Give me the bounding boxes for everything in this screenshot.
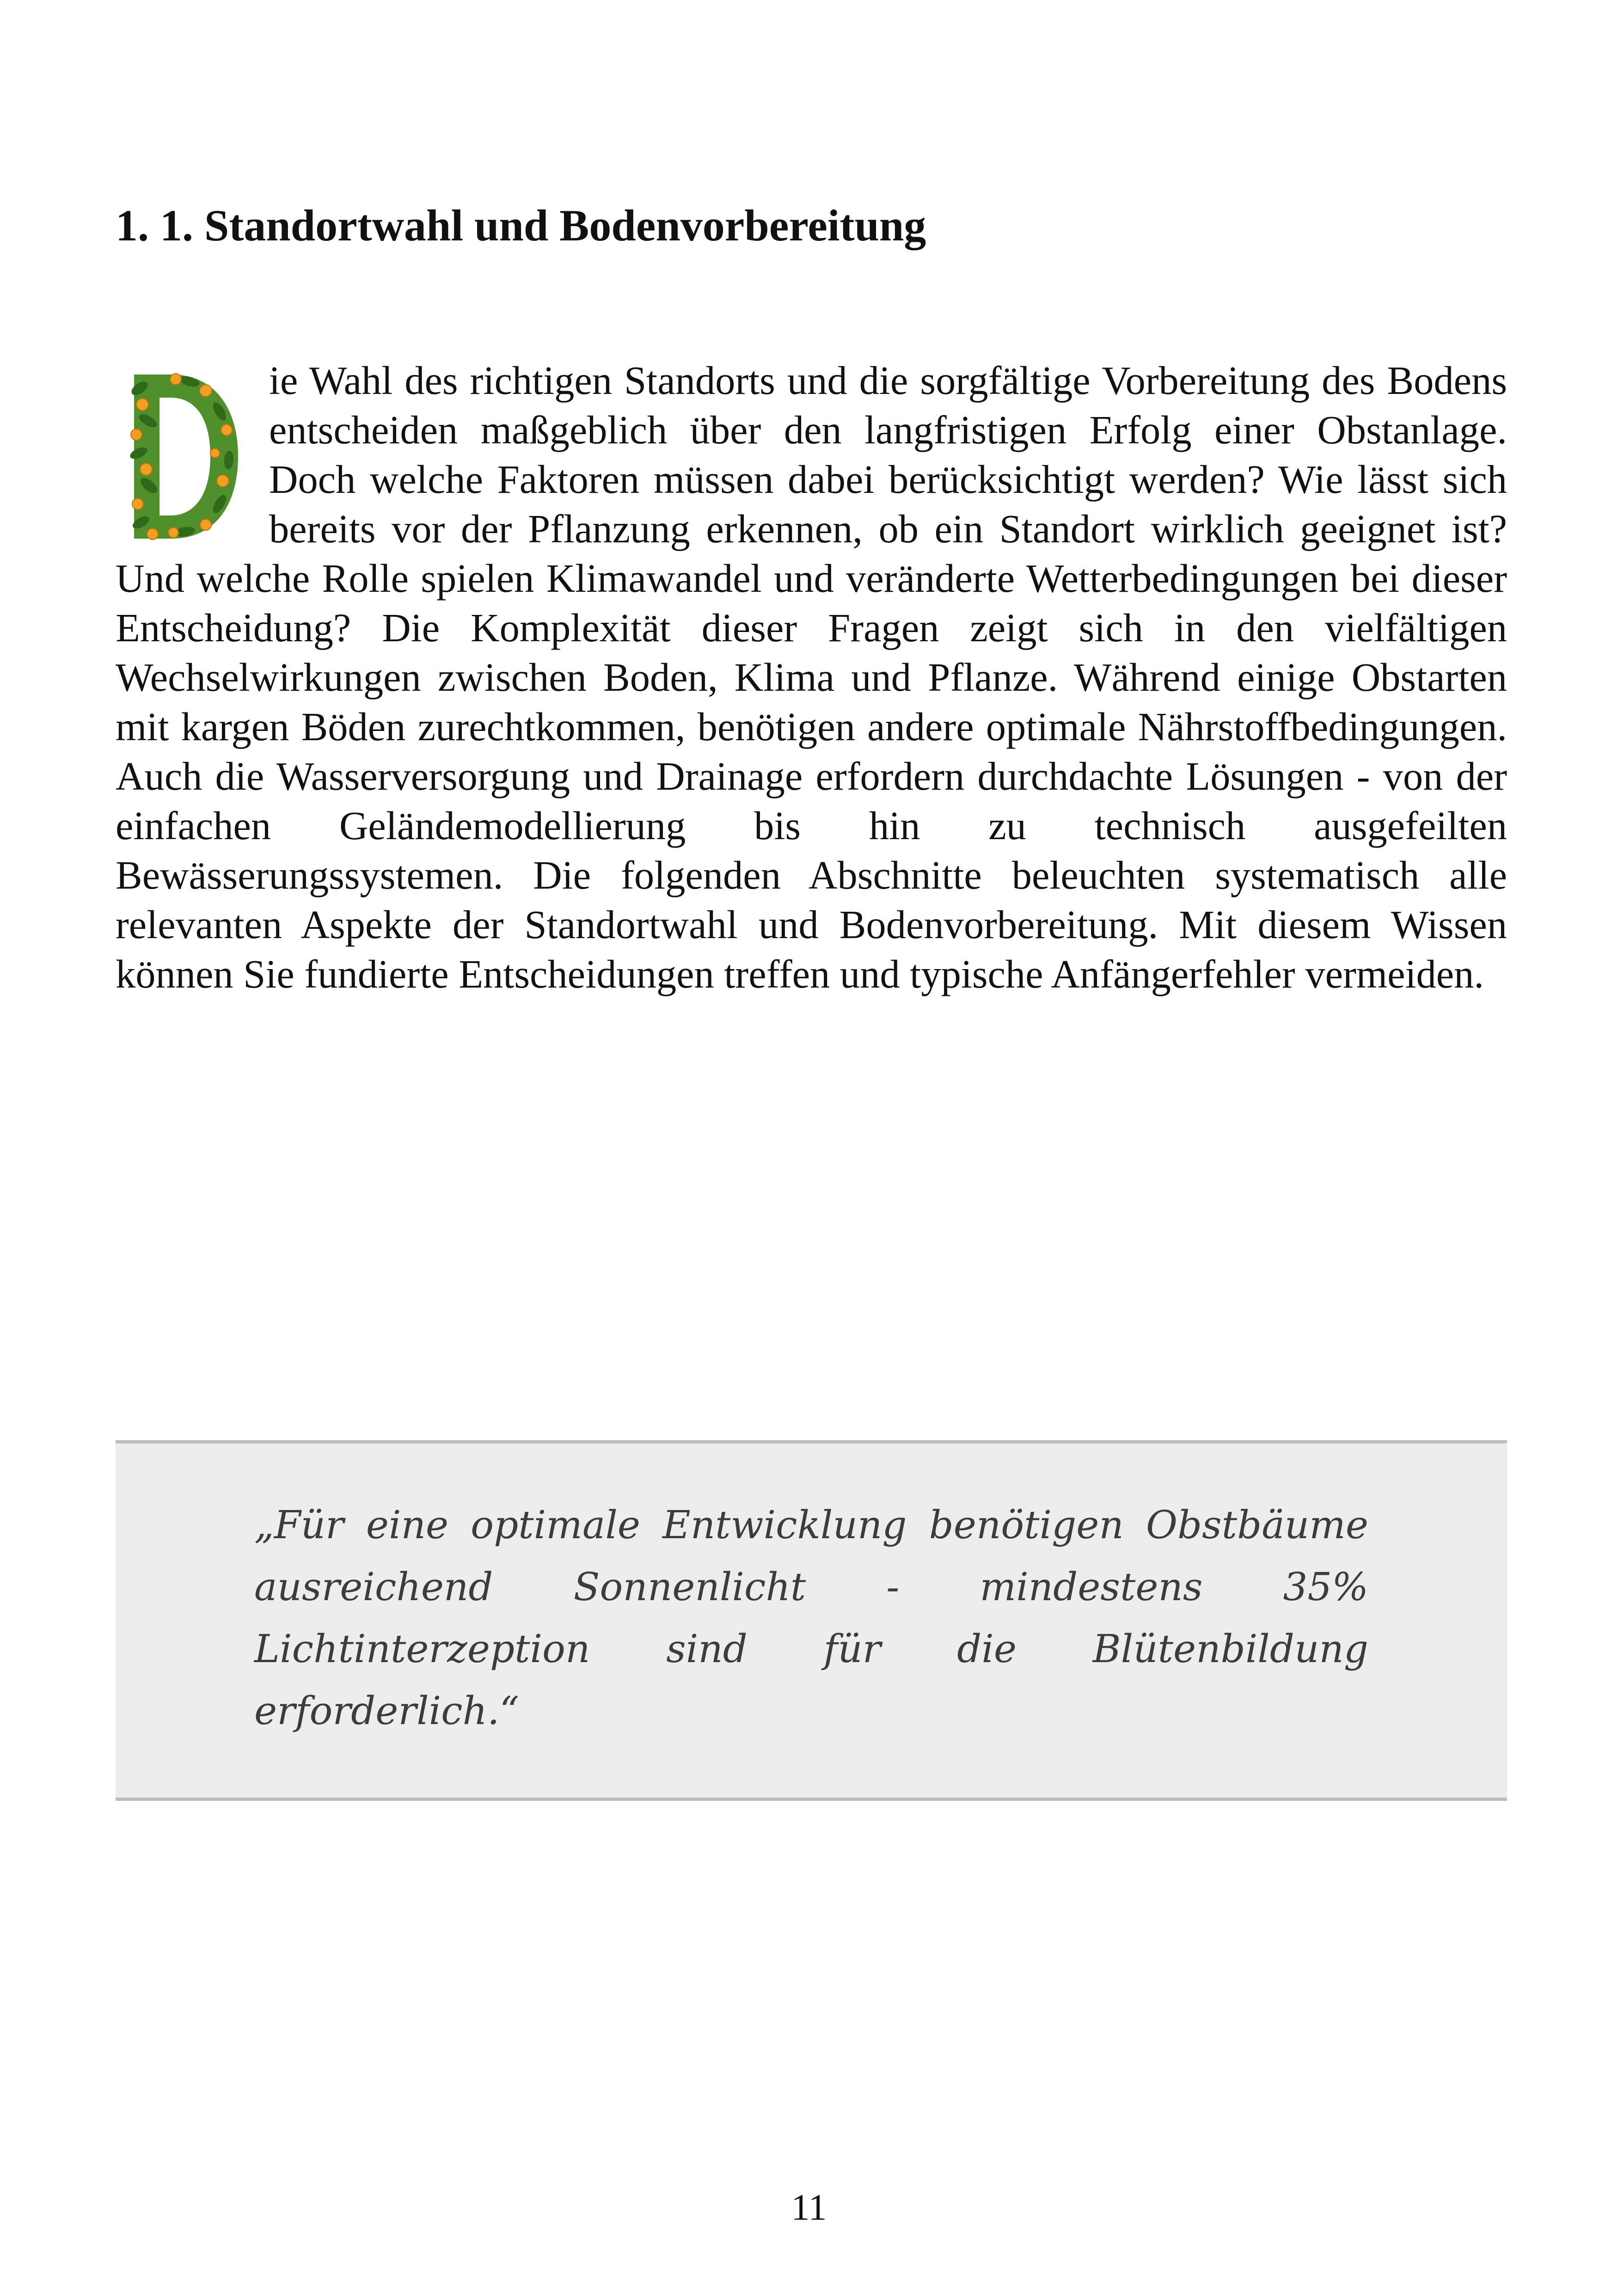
- page-number: 11: [791, 2187, 827, 2228]
- intro-text: ie Wahl des richtigen Standorts und die sorgfältige Vorbereitung des Bodens entscheiden maßgeblich über den langfristigen Erfolg einer Obstanlage. Doch welche Faktoren müssen dabei berücksichtigt werden? Wie lässt sich bereits vor der Pflanzung erkennen, ob ein Standort wirklich geeignet ist? Und welche Rolle spielen Klimawandel und veränderte Wetterbedingungen bei dieser Entscheidung? Die Komplexität dieser Fragen zeigt sich in den vielfältigen Wechselwirkungen zwischen Boden, Klima und Pflanze. Während einige Obstarten mit kargen Böden zurechtkommen, benötigen andere optimale Nährstoffbedingungen. Auch die Wasserversorgung und Drainage erfordern durchdachte Lösungen - von der einfachen Geländemodellierung bis hin zu technisch ausgefeilten Bewässerungssystemen. Die folgenden Abschnitte beleuchten systematisch alle relevanten Aspekte der Standortwahl und Bodenvorbereitung. Mit diesem Wissen können Sie fundierte Entscheidungen treffen und typische Anfängerfehler vermeiden.: [116, 358, 1507, 996]
- fruit-tree-letter-d-icon: [116, 361, 250, 550]
- intro-paragraph: [116, 356, 1507, 999]
- section-heading: [116, 199, 926, 252]
- section-title: Standortwahl und Bodenvorbereitung: [204, 201, 926, 250]
- quote-box: [116, 1440, 1507, 1801]
- section-number: 1. 1.: [116, 201, 193, 250]
- quote-text: „Für eine optimale Entwicklung benötigen Obstbäume ausreichend Sonnenlicht - mindestens 35% Lichtinterzeption sind für die Blütenbildung erforderlich.“: [254, 1503, 1368, 1733]
